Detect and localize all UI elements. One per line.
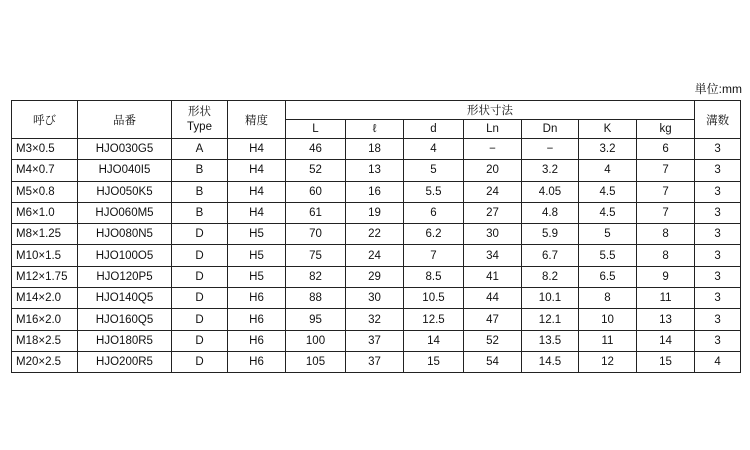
- cell-grooves: 3: [695, 202, 741, 223]
- cell-k: 3.2: [579, 139, 637, 160]
- cell-precision: H6: [228, 309, 286, 330]
- header-dim-l: L: [286, 120, 346, 139]
- cell-shape: D: [172, 224, 228, 245]
- cell-k: 10: [579, 309, 637, 330]
- cell-ln: −: [464, 139, 522, 160]
- cell-name: M16×2.0: [12, 309, 78, 330]
- table-row: [12, 202, 741, 223]
- cell-precision: H5: [228, 224, 286, 245]
- cell-precision: H4: [228, 139, 286, 160]
- cell-part-number: HJO120P5: [78, 266, 172, 287]
- header-shape-ja: 形状: [188, 105, 211, 118]
- cell-shape: B: [172, 160, 228, 181]
- header-shape: [172, 101, 228, 139]
- cell-ln: 20: [464, 160, 522, 181]
- table-row: [12, 139, 741, 160]
- cell-ell: 13: [346, 160, 404, 181]
- cell-l: 75: [286, 245, 346, 266]
- cell-d: 6: [404, 202, 464, 223]
- cell-ln: 24: [464, 181, 522, 202]
- table-body: [12, 139, 741, 373]
- cell-part-number: HJO040I5: [78, 160, 172, 181]
- cell-l: 52: [286, 160, 346, 181]
- cell-l: 100: [286, 330, 346, 351]
- spec-table: [11, 100, 741, 373]
- cell-name: M18×2.5: [12, 330, 78, 351]
- cell-k: 4.5: [579, 202, 637, 223]
- cell-ell: 24: [346, 245, 404, 266]
- cell-dn: 12.1: [522, 309, 579, 330]
- cell-grooves: 3: [695, 224, 741, 245]
- table-row: [12, 330, 741, 351]
- cell-ln: 34: [464, 245, 522, 266]
- header-grooves: 溝数: [695, 101, 741, 139]
- cell-k: 5.5: [579, 245, 637, 266]
- cell-precision: H4: [228, 181, 286, 202]
- table-row: [12, 309, 741, 330]
- cell-kg: 13: [637, 309, 695, 330]
- cell-shape: D: [172, 245, 228, 266]
- cell-kg: 7: [637, 160, 695, 181]
- cell-precision: H4: [228, 160, 286, 181]
- cell-name: M12×1.75: [12, 266, 78, 287]
- cell-part-number: HJO060M5: [78, 202, 172, 223]
- cell-ell: 29: [346, 266, 404, 287]
- cell-shape: D: [172, 351, 228, 372]
- cell-l: 82: [286, 266, 346, 287]
- cell-l: 60: [286, 181, 346, 202]
- header-part-number: 品番: [78, 101, 172, 139]
- cell-part-number: HJO050K5: [78, 181, 172, 202]
- cell-dn: 13.5: [522, 330, 579, 351]
- cell-d: 7: [404, 245, 464, 266]
- cell-name: M10×1.5: [12, 245, 78, 266]
- cell-part-number: HJO200R5: [78, 351, 172, 372]
- cell-shape: A: [172, 139, 228, 160]
- cell-shape: B: [172, 202, 228, 223]
- cell-d: 14: [404, 330, 464, 351]
- cell-k: 6.5: [579, 266, 637, 287]
- cell-ell: 19: [346, 202, 404, 223]
- cell-grooves: 3: [695, 330, 741, 351]
- table-row: [12, 266, 741, 287]
- cell-name: M8×1.25: [12, 224, 78, 245]
- cell-kg: 8: [637, 224, 695, 245]
- table-row: [12, 288, 741, 309]
- header-dim-ln: Ln: [464, 120, 522, 139]
- cell-k: 4.5: [579, 181, 637, 202]
- table-row: [12, 351, 741, 372]
- cell-dn: 4.8: [522, 202, 579, 223]
- cell-name: M5×0.8: [12, 181, 78, 202]
- cell-part-number: HJO030G5: [78, 139, 172, 160]
- cell-grooves: 4: [695, 351, 741, 372]
- header-dim-ell: ℓ: [346, 120, 404, 139]
- cell-l: 95: [286, 309, 346, 330]
- cell-precision: H6: [228, 330, 286, 351]
- cell-part-number: HJO100O5: [78, 245, 172, 266]
- cell-name: M6×1.0: [12, 202, 78, 223]
- cell-dn: 5.9: [522, 224, 579, 245]
- table-row: [12, 224, 741, 245]
- cell-kg: 7: [637, 181, 695, 202]
- header-name: 呼び: [12, 101, 78, 139]
- cell-ell: 30: [346, 288, 404, 309]
- cell-ln: 54: [464, 351, 522, 372]
- header-dim-k: K: [579, 120, 637, 139]
- cell-dn: 14.5: [522, 351, 579, 372]
- cell-kg: 9: [637, 266, 695, 287]
- cell-part-number: HJO180R5: [78, 330, 172, 351]
- cell-k: 5: [579, 224, 637, 245]
- table-row: [12, 245, 741, 266]
- cell-ell: 37: [346, 330, 404, 351]
- cell-d: 10.5: [404, 288, 464, 309]
- cell-kg: 15: [637, 351, 695, 372]
- cell-ell: 16: [346, 181, 404, 202]
- cell-k: 4: [579, 160, 637, 181]
- cell-ln: 27: [464, 202, 522, 223]
- table-row: [12, 160, 741, 181]
- cell-dn: −: [522, 139, 579, 160]
- cell-k: 8: [579, 288, 637, 309]
- cell-part-number: HJO160Q5: [78, 309, 172, 330]
- cell-ln: 47: [464, 309, 522, 330]
- cell-k: 12: [579, 351, 637, 372]
- cell-grooves: 3: [695, 288, 741, 309]
- cell-kg: 14: [637, 330, 695, 351]
- cell-ell: 37: [346, 351, 404, 372]
- unit-label: 単位:mm: [694, 82, 742, 96]
- cell-dn: 3.2: [522, 160, 579, 181]
- cell-precision: H6: [228, 351, 286, 372]
- cell-shape: B: [172, 181, 228, 202]
- cell-d: 5: [404, 160, 464, 181]
- cell-precision: H5: [228, 245, 286, 266]
- cell-name: M3×0.5: [12, 139, 78, 160]
- cell-part-number: HJO140Q5: [78, 288, 172, 309]
- cell-l: 61: [286, 202, 346, 223]
- cell-d: 5.5: [404, 181, 464, 202]
- cell-kg: 11: [637, 288, 695, 309]
- cell-ln: 41: [464, 266, 522, 287]
- cell-grooves: 3: [695, 245, 741, 266]
- cell-l: 70: [286, 224, 346, 245]
- cell-l: 105: [286, 351, 346, 372]
- cell-shape: D: [172, 330, 228, 351]
- cell-shape: D: [172, 288, 228, 309]
- cell-d: 6.2: [404, 224, 464, 245]
- table-header: [12, 101, 741, 139]
- cell-kg: 8: [637, 245, 695, 266]
- cell-dn: 10.1: [522, 288, 579, 309]
- cell-grooves: 3: [695, 160, 741, 181]
- cell-l: 46: [286, 139, 346, 160]
- header-dim-dn: Dn: [522, 120, 579, 139]
- cell-grooves: 3: [695, 139, 741, 160]
- header-shape-en: Type: [187, 120, 212, 133]
- cell-ell: 32: [346, 309, 404, 330]
- cell-ln: 30: [464, 224, 522, 245]
- cell-d: 12.5: [404, 309, 464, 330]
- cell-name: M14×2.0: [12, 288, 78, 309]
- cell-kg: 7: [637, 202, 695, 223]
- cell-grooves: 3: [695, 181, 741, 202]
- cell-name: M4×0.7: [12, 160, 78, 181]
- cell-precision: H6: [228, 288, 286, 309]
- cell-d: 8.5: [404, 266, 464, 287]
- cell-grooves: 3: [695, 309, 741, 330]
- cell-name: M20×2.5: [12, 351, 78, 372]
- cell-shape: D: [172, 266, 228, 287]
- cell-dn: 8.2: [522, 266, 579, 287]
- cell-grooves: 3: [695, 266, 741, 287]
- table-row: [12, 181, 741, 202]
- cell-ln: 44: [464, 288, 522, 309]
- cell-kg: 6: [637, 139, 695, 160]
- cell-ell: 22: [346, 224, 404, 245]
- header-precision: 精度: [228, 101, 286, 139]
- cell-d: 15: [404, 351, 464, 372]
- header-dim-d: d: [404, 120, 464, 139]
- cell-ln: 52: [464, 330, 522, 351]
- header-dimensions: 形状寸法: [286, 101, 695, 120]
- cell-dn: 6.7: [522, 245, 579, 266]
- cell-d: 4: [404, 139, 464, 160]
- cell-part-number: HJO080N5: [78, 224, 172, 245]
- cell-ell: 18: [346, 139, 404, 160]
- header-dim-kg: kg: [637, 120, 695, 139]
- cell-l: 88: [286, 288, 346, 309]
- cell-shape: D: [172, 309, 228, 330]
- cell-precision: H5: [228, 266, 286, 287]
- cell-precision: H4: [228, 202, 286, 223]
- cell-k: 11: [579, 330, 637, 351]
- cell-dn: 4.05: [522, 181, 579, 202]
